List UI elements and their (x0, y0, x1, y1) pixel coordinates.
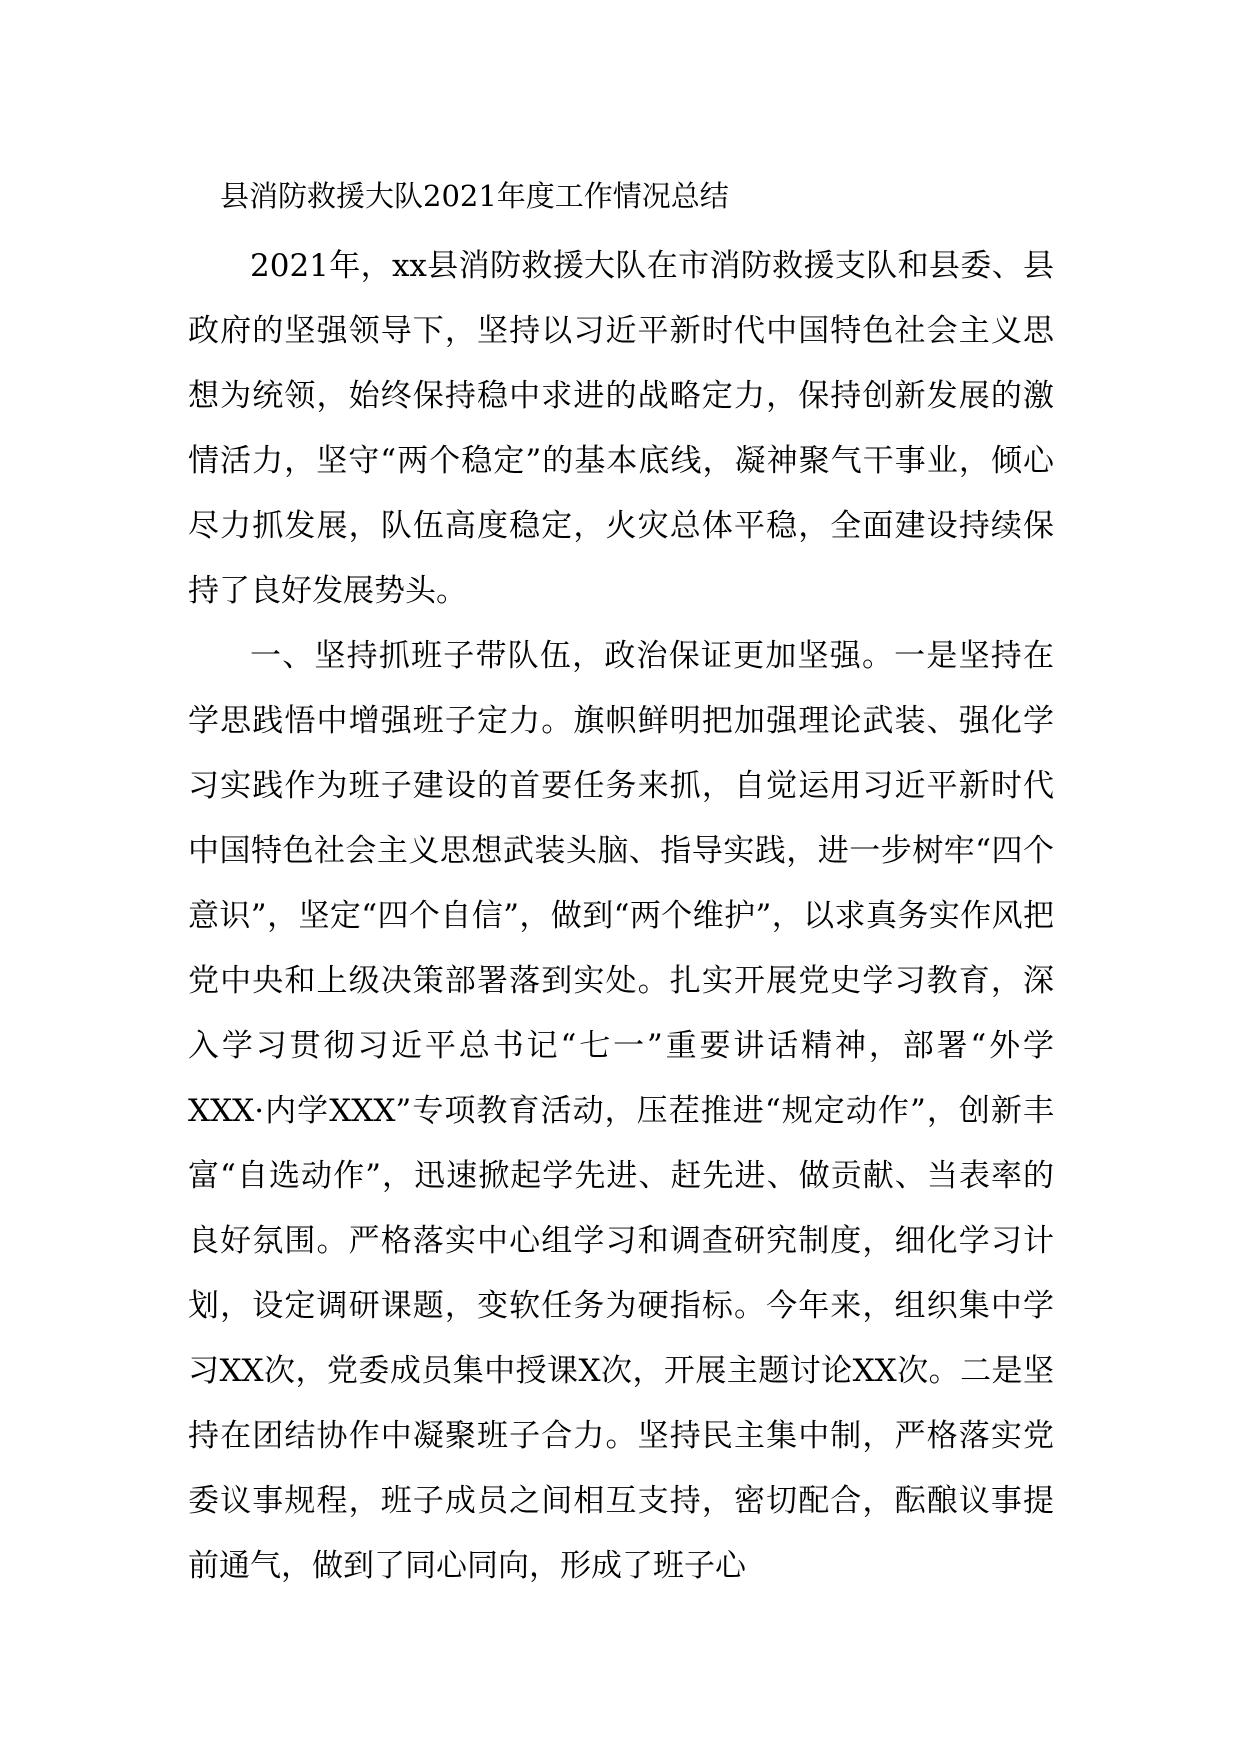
section-one-paragraph: 一、坚持抓班子带队伍，政治保证更加坚强。一是坚持在学思践悟中增强班子定力。旗帜鲜明把加强理论武装、强化学习实践作为班子建设的首要任务来抓，自觉运用习近平新时代中国特色社会主义思想武装头脑、指导实践，进一步树牢“四个意识”，坚定“四个自信”，做到“两个维护”，以求真务实作风把党中央和上级决策部署落到实处。扎实开展党史学习教育，深入学习贯彻习近平总书记“七一”重要讲话精神，部署“外学XXX·内学XXX”专项教育活动，压茬推进“规定动作”，创新丰富“自选动作”，迅速掀起学先进、赶先进、做贡献、当表率的良好氛围。严格落实中心组学习和调查研究制度，细化学习计划，设定调研课题，变软任务为硬指标。今年来，组织集中学习XX次，党委成员集中授课X次，开展主题讨论XX次。二是坚持在团结协作中凝聚班子合力。坚持民主集中制，严格落实党委议事规程，班子成员之间相互支持，密切配合，酝酿议事提前通气，做到了同心同向，形成了班子心 (188, 638, 1054, 1584)
document-title: 县消防救援大队2021年度工作情况总结 (220, 179, 729, 213)
intro-paragraph: 2021年，xx县消防救援大队在市消防救援支队和县委、县政府的坚强领导下，坚持以习近平新时代中国特色社会主义思想为统领，始终保持稳中求进的战略定力，保持创新发展的激情活力，坚守“两个稳定”的基本底线，凝神聚气干事业，倾心尽力抓发展，队伍高度稳定，火灾总体平稳，全面建设持续保持了良好发展势头。 (188, 248, 1054, 609)
document-body (188, 234, 1054, 1599)
